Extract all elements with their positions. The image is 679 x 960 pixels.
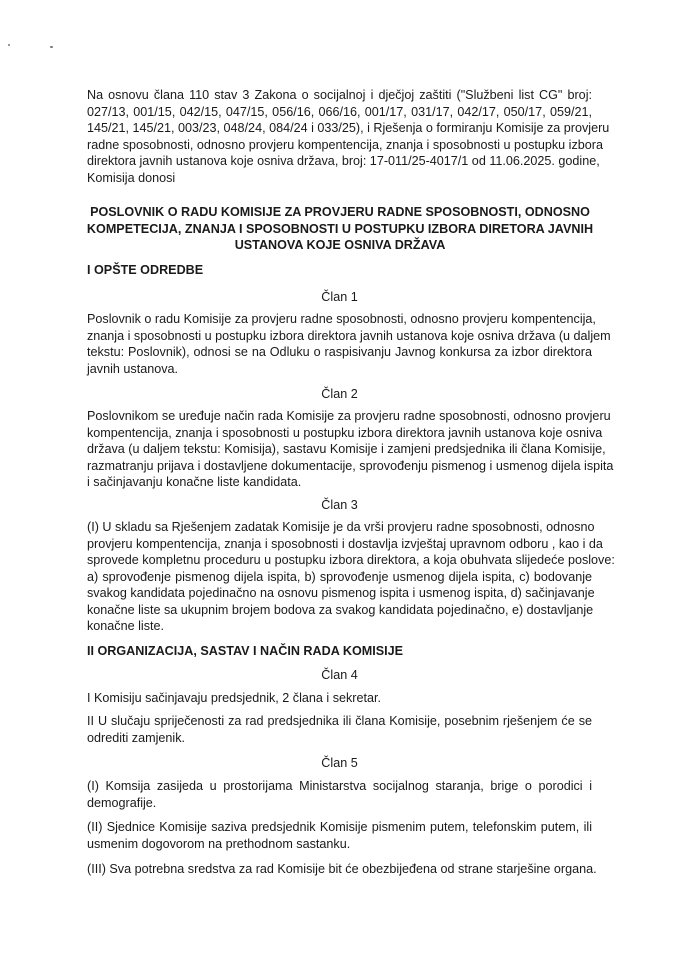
text-line: II U slučaju spriječenosti za rad predsjednika ili člana Komisije, posebnim rješenjem će se xyxy=(87,714,592,728)
text-line: (II) Sjednice Komisije saziva predsjednik Komisije pismenim putem, telefonskim putem, ili xyxy=(87,820,592,834)
text-line: 145/21, 145/21, 003/23, 048/24, 084/24 i 033/25), i Rješenja o formiranju Komisije za provjeru xyxy=(87,121,610,135)
text-line: konačne liste sa ukupnim brojem bodova za svakog kandidata pojedinačno, e) dostavljanje xyxy=(87,602,594,617)
text-line: USTANOVA KOJE OSNIVA DRŽAVA xyxy=(234,238,446,252)
text-line: odrediti zamjenik. xyxy=(87,730,185,745)
text-line: radne sposobnosti, odnosno provjeru kompentencija, znanja i sposobnosti u postupku izbora xyxy=(87,137,603,152)
text-line: I Komisiju sačinjavaju predsjednik, 2 člana i sekretar. xyxy=(87,691,381,705)
text-line: i sačinjavanju konačne liste kandidata. xyxy=(87,475,302,489)
article-heading xyxy=(87,667,592,684)
paragraph xyxy=(87,778,592,811)
text-line: direktora javnih ustanova koje osniva država, broj: 17-011/25-4017/1 od 11.06.2025. godine, xyxy=(87,154,600,168)
paragraph xyxy=(87,519,615,635)
scan-speck xyxy=(8,44,10,46)
scan-speck xyxy=(50,46,53,48)
text-line: II ORGANIZACIJA, SASTAV I NAČIN RADA KOMISIJE xyxy=(87,644,404,658)
paragraph xyxy=(87,408,614,491)
text-line: Član 2 xyxy=(321,387,358,401)
text-line: Poslovnik o radu Komisije za provjeru radne sposobnosti, odnosno provjeru kompentencija, xyxy=(87,312,596,326)
text-line: (III) Sva potrebna sredstva za rad Komisije bit će obezbijeđena od strane starješine organa. xyxy=(87,862,597,876)
paragraph xyxy=(87,87,610,186)
text-line: kompentencija, znanja i sposobnosti u postupku izbora direktora javnih ustanova koje osniva xyxy=(87,425,603,440)
text-line: Na osnovu člana 110 stav 3 Zakona o socijalnoj i dječjoj zaštiti ("Službeni list CG" broj: xyxy=(87,88,592,102)
article-heading xyxy=(87,755,592,772)
text-line: provjeru kompentencija, znanja i sposobnosti i dostavlja izvještaj upravnom odboru , kao i da xyxy=(87,536,603,551)
text-line: znanja i sposobnosti u postupku izbora direktora javnih ustanova koje osniva država (u daljem xyxy=(87,328,611,343)
text-line: Član 4 xyxy=(321,668,358,682)
text-line: razmatranju prijava i dostavljene dokumentacije, sprovođenju pismenog i usmenog dijela ispita xyxy=(87,458,614,473)
article-heading xyxy=(87,289,592,306)
paragraph xyxy=(87,713,592,746)
text-line: konačne liste. xyxy=(87,619,165,633)
text-line: Komisija donosi xyxy=(87,170,176,185)
paragraph xyxy=(87,690,592,707)
text-line: POSLOVNIK O RADU KOMISIJE ZA PROVJERU RADNE SPOSOBNOSTI, ODNOSNO xyxy=(90,205,590,219)
paragraph xyxy=(87,819,592,852)
section-heading xyxy=(87,262,592,279)
text-line: država (u daljem tekstu: Komisija), sastavu Komisije i zamjeni predsjednika ili člana Komisije, xyxy=(87,442,606,456)
text-line: I OPŠTE ODREDBE xyxy=(87,263,204,277)
text-line: Član 3 xyxy=(321,498,358,512)
text-line: Poslovnikom se uređuje način rada Komisije za provjeru radne sposobnosti, odnosno provjeru xyxy=(87,409,611,423)
text-line: javnih ustanova. xyxy=(87,361,179,376)
text-line: a) sprovođenje pismenog dijela ispita, b) sprovođenje usmenog dijela ispita, c) bodovanje xyxy=(87,569,592,584)
document-title xyxy=(80,204,600,254)
text-line: (I) U skladu sa Rješenjem zadatak Komisije je da vrši provjeru radne sposobnosti, odnosno xyxy=(87,520,595,534)
text-line: Član 1 xyxy=(321,290,358,304)
paragraph xyxy=(87,861,597,878)
text-line: 027/13, 001/15, 042/15, 047/15, 056/16, 066/16, 001/17, 031/17, 042/17, 050/17, 059/21, xyxy=(87,104,592,119)
section-heading xyxy=(87,643,592,660)
article-heading xyxy=(87,386,592,403)
text-line: usmenim dogovorom na prethodnom sastanku. xyxy=(87,836,351,851)
article-heading xyxy=(87,497,592,514)
text-line: demografije. xyxy=(87,795,157,810)
text-line: svakog kandidata pojedinačno na osnovu pismenog ispita i usmenog ispita, d) sačinjavanje xyxy=(87,586,595,600)
text-line: tekstu: Poslovnik), odnosi se na Odluku o raspisivanju Javnog konkursa za izbor direktora xyxy=(87,345,592,359)
text-line: KOMPETECIJA, ZNANJA I SPOSOBNOSTI U POSTUPKU IZBORA DIRETORA JAVNIH xyxy=(86,221,594,236)
paragraph xyxy=(87,311,611,377)
text-line: (I) Komsija zasijeda u prostorijama Ministarstva socijalnog staranja, brige o porodici i xyxy=(87,779,592,793)
text-line: sprovede kompletnu proceduru u postupku izbora direktora, a koja obuhvata slijedeće poslove: xyxy=(87,553,615,567)
text-line: Član 5 xyxy=(321,756,358,770)
